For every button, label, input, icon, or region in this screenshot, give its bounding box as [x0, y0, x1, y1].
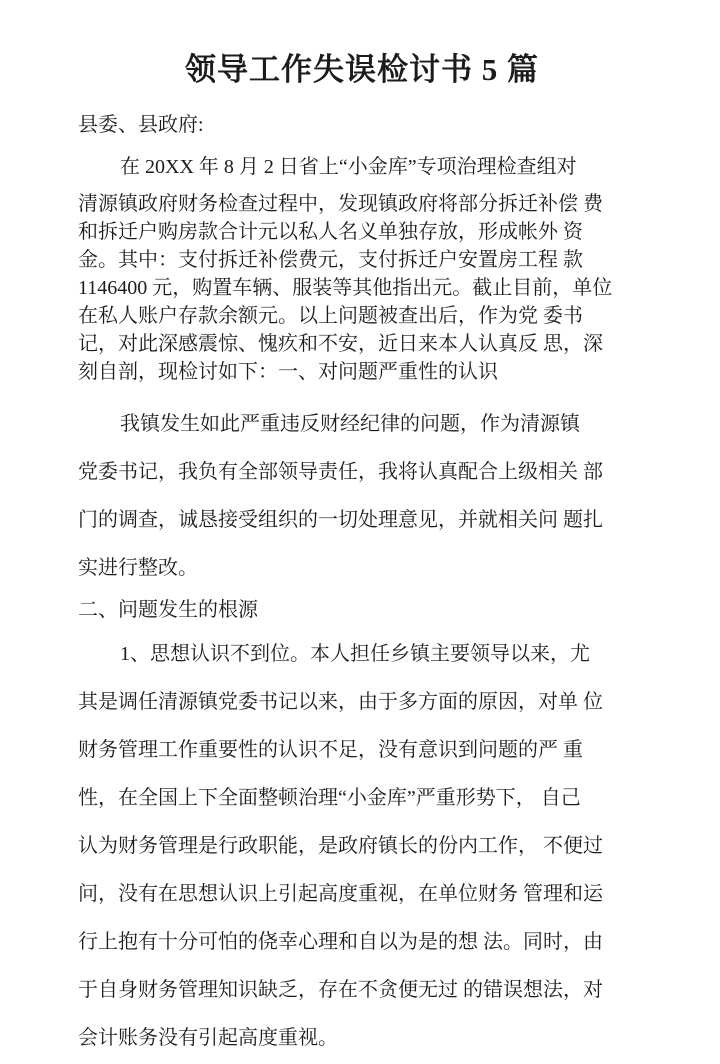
text-line: 会计账务没有引起高度重视。 — [78, 1027, 338, 1049]
text-line: 在私人账户存款余额元。以上问题被查出后，作为党 委书 — [78, 305, 583, 327]
text-line: 和拆迁户购房款合计元以私人名义单独存放，形成帐外 资 — [78, 221, 583, 243]
text-line: 金。其中：支付拆迁补偿费元，支付拆迁户安置房工程 款 — [78, 249, 583, 271]
text-line: 清源镇政府财务检查过程中，发现镇政府将部分拆迁补偿 费 — [78, 193, 603, 215]
document-body — [78, 150, 646, 1062]
document-title: 领导工作失误检讨书 5 篇 — [185, 52, 539, 87]
text-line: 门的调查，诚恳接受组织的一切处理意见，并就相关问 题扎 — [78, 509, 603, 531]
paragraph-block — [78, 630, 646, 1062]
text-line: 我镇发生如此严重违反财经纪律的问题，作为清源镇 — [120, 413, 580, 435]
text-line: 性，在全国上下全面整顿治理“小金库”严重形势下， 自己 — [78, 787, 581, 809]
text-line: 1146400 元，购置车辆、服装等其他指出元。截止目前，单位 — [78, 277, 613, 299]
salutation-line: 县委、县政府: — [78, 114, 204, 136]
paragraph-block — [78, 190, 646, 386]
text-line: 在 20XX 年 8 月 2 日省上“小金库”专项治理检查组对 — [120, 156, 577, 178]
text-line: 问，没有在思想认识上引起高度重视，在单位财务 管理和运 — [78, 883, 603, 905]
text-line: 其是调任清源镇党委书记以来，由于多方面的原因，对单 位 — [78, 691, 603, 713]
text-line: 党委书记，我负有全部领导责任，我将认真配合上级相关 部 — [78, 461, 603, 483]
text-line: 1、思想认识不到位。本人担任乡镇主要领导以来，尤 — [120, 643, 590, 665]
text-line: 二、问题发生的根源 — [78, 599, 258, 621]
text-line: 记，对此深感震惊、愧疚和不安，近日来本人认真反 思，深 — [78, 333, 603, 355]
text-line: 认为财务管理是行政职能，是政府镇长的份内工作， 不便过 — [78, 835, 603, 857]
text-line: 行上抱有十分可怕的侥幸心理和自以为是的想 法。同时，由 — [78, 931, 603, 953]
text-line: 于自身财务管理知识缺乏，存在不贪便无过 的错误想法，对 — [78, 979, 603, 1001]
paragraph-block — [78, 150, 646, 184]
paragraph-block — [78, 400, 646, 592]
text-line: 实进行整改。 — [78, 557, 198, 579]
text-line: 财务管理工作重要性的认识不足，没有意识到问题的严 重 — [78, 739, 583, 761]
paragraph-block — [78, 592, 646, 628]
text-line: 刻自剖，现检讨如下：一、对问题严重性的认识 — [78, 361, 498, 383]
